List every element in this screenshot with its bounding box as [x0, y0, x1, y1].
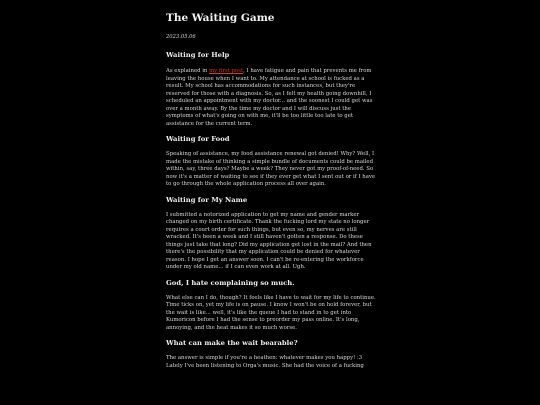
paragraph-text-before-link: As explained in — [166, 68, 210, 74]
blog-post — [166, 11, 376, 370]
first-post-link[interactable]: my first post — [209, 68, 244, 74]
section-paragraph: What else can I do, though? It feels like I have to wait for my life to continue. Time ticks on, yet my life is on pause. I know I won't be on hold forever, but the wait is like... well, it's like the queue I had to stand in to get into Kumoricon before I had the sense to preorder my pass online. It's long, annoying, and the heat makes it so much worse. — [166, 294, 376, 331]
section-heading: Waiting for Food — [166, 135, 230, 143]
post-title: The Waiting Game — [166, 12, 275, 24]
post-date: 2023.05.06 — [166, 34, 196, 40]
section-heading: Waiting for Help — [166, 51, 230, 59]
section-paragraph: Speaking of assistance, my food assistance renewal got denied! Why? Well, I made the mistake of thinking a simple bundle of documents could be mailed within, say, three days? Maybe a week? They never got my proof-of-need. So now it's a matter of waiting to see if they ever get what I sent out or if I have to go through the whole application process all over again. — [166, 151, 376, 187]
section-heading: What can make the wait bearable? — [166, 339, 298, 347]
section-hate-complaining — [166, 279, 376, 333]
section-heading: Waiting for My Name — [166, 195, 248, 204]
section-waiting-for-help — [166, 51, 376, 128]
section-waiting-for-food — [166, 135, 376, 189]
section-paragraph: The answer is simple if you're a heathen: whatever makes you happy! :3 Lately I've been listening to Orga's music. She had the voice of a fucking — [166, 355, 364, 369]
section-waiting-for-my-name — [166, 196, 376, 272]
paragraph-text-after-link: , I have fatigue and pain that prevents me from leaving the house when I want to. My attendance at school is fucked as a result. My school has accommodations for such instances, but they're reserved for those with a diagnosis. So, as I felt my health going downhill, I scheduled an appointment with my doctor... and the soonest I could get was over a month away. By the time my doctor and I will discuss just the symptoms of what's going on with me, it'll be too little too late to get assistance for the current term. — [166, 68, 373, 127]
section-heading: God, I hate complaining so much. — [166, 278, 295, 287]
section-paragraph — [166, 68, 376, 128]
section-paragraph: I submitted a notorized application to get my name and gender marker changed on my birth certificate. Thank the fucking lord my state no longer requires a court order for such things, but even so, my nerves are still wracked. It's been a week and I still haven't gotten a response. Do these things just take that long? Did my application get lost in the mail? And then there's the possibility that my application could be denied for whatever reason. I hope I get an answer soon. I can't be re-entering the workforce under my old name... if I can even work at all. Ugh. — [166, 211, 372, 270]
section-wait-bearable — [166, 339, 376, 370]
